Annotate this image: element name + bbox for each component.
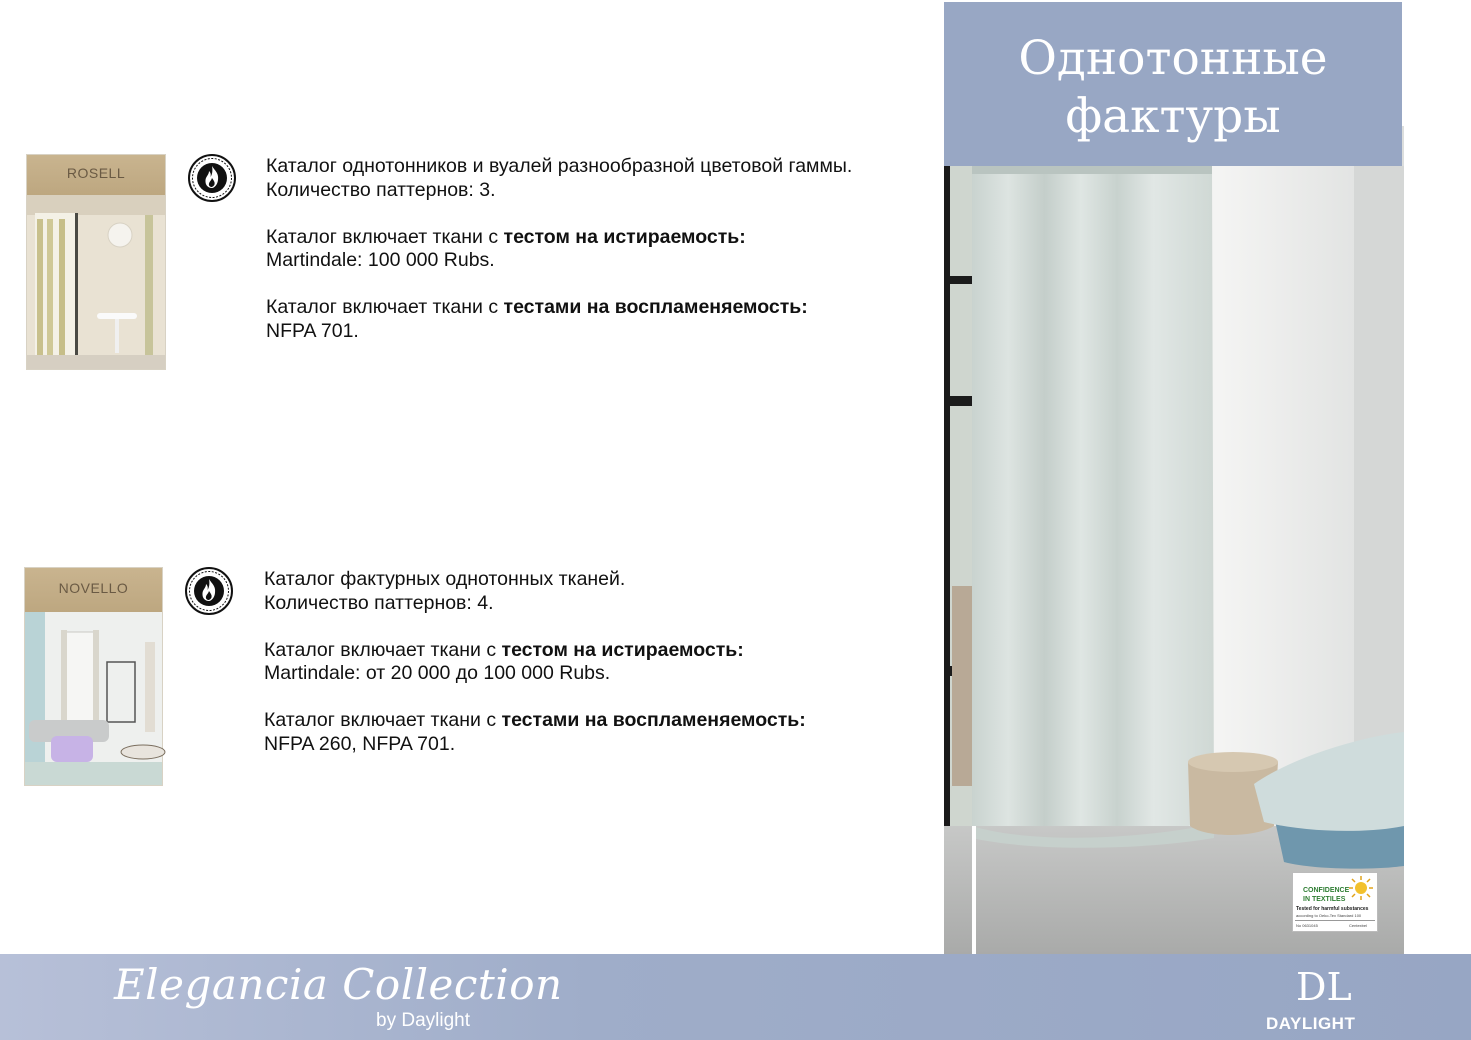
section-title-line1: Однотонные	[1018, 31, 1328, 86]
badge-line2: IN TEXTILES	[1303, 896, 1346, 903]
catalog-description-rosell	[266, 155, 926, 343]
catalog-thumbnail-novello	[24, 567, 163, 786]
badge-line5: No 0631045	[1296, 923, 1318, 928]
abrasion-test-heading: Каталог включает ткани с тестом на истираемость:	[264, 638, 744, 661]
badge-line6: Centexbel	[1349, 923, 1368, 928]
catalog-summary: Каталог фактурных однотонных тканей.	[264, 568, 626, 590]
sun-icon	[1347, 875, 1375, 901]
brand-byline: by Daylight	[376, 1010, 470, 1031]
thumbnail-label: NOVELLO	[25, 568, 162, 612]
pattern-count: Количество паттернов: 3.	[266, 178, 496, 201]
abrasion-test-heading: Каталог включает ткани с тестом на истираемость:	[266, 225, 746, 248]
badge-line3: Tested for harmful substances	[1296, 906, 1369, 912]
flame-test-seal-icon	[188, 154, 236, 202]
curtain-interior-photo	[944, 126, 1404, 954]
oeko-tex-certification-badge	[1292, 872, 1378, 932]
section-title	[944, 2, 1402, 166]
abrasion-test-value: Martindale: 100 000 Rubs.	[266, 249, 495, 271]
flame-test-value: NFPA 701.	[266, 319, 359, 342]
catalog-thumbnail-rosell	[26, 154, 166, 370]
flame-test-heading: Каталог включает ткани с тестами на воспламеняемость:	[266, 296, 808, 318]
section-title-line2: фактуры	[1065, 89, 1281, 144]
catalog-summary: Каталог однотонников и вуалей разнообразной цветовой гаммы.	[266, 155, 853, 177]
badge-line1: CONFIDENCE	[1303, 887, 1350, 894]
interior-photo	[25, 612, 162, 785]
catalog-description-novello	[264, 568, 924, 756]
interior-photo	[27, 195, 165, 369]
pattern-count: Количество паттернов: 4.	[264, 591, 494, 614]
flame-test-heading: Каталог включает ткани с тестами на воспламеняемость:	[264, 709, 806, 731]
abrasion-test-value: Martindale: от 20 000 до 100 000 Rubs.	[264, 662, 611, 684]
daylight-logo-text: DAYLIGHT	[1266, 1014, 1356, 1033]
flame-test-seal-icon	[185, 567, 233, 615]
daylight-monogram-icon	[1290, 960, 1352, 1012]
flame-test-value: NFPA 260, NFPA 701.	[264, 732, 456, 755]
brand-wordmark: Elegancia Collection	[114, 960, 563, 1009]
badge-line4: according to Oeko-Tex Standard 100	[1296, 913, 1362, 918]
thumbnail-label: ROSELL	[27, 155, 165, 195]
logo-monogram: DL	[1296, 965, 1352, 1009]
